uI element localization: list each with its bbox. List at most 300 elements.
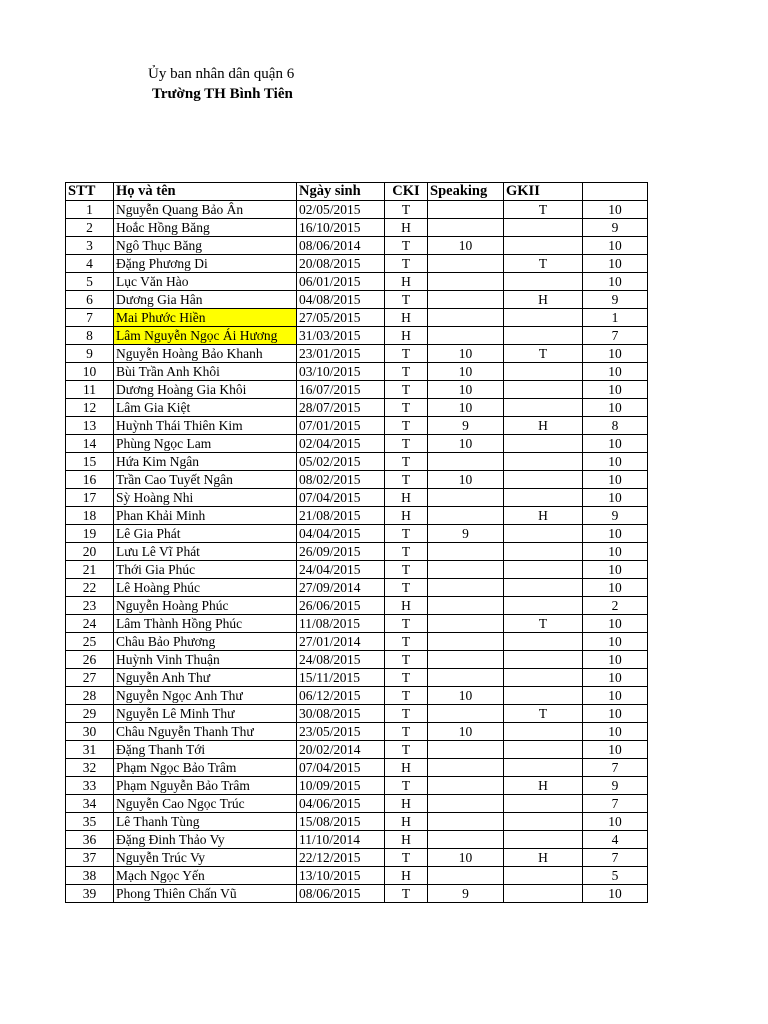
cell-gkii: T [504, 615, 583, 633]
cell-speaking: 10 [428, 345, 504, 363]
cell-cki: T [385, 237, 428, 255]
cell-speaking: 9 [428, 417, 504, 435]
cell-name: Ngô Thục Băng [114, 237, 297, 255]
cell-stt: 36 [66, 831, 114, 849]
cell-stt: 1 [66, 201, 114, 219]
table-row [66, 399, 648, 417]
cell-dob: 20/08/2015 [297, 255, 385, 273]
cell-dob: 30/08/2015 [297, 705, 385, 723]
cell-speaking: 10 [428, 435, 504, 453]
table-row [66, 453, 648, 471]
cell-speaking [428, 579, 504, 597]
cell-cki: H [385, 795, 428, 813]
cell-stt: 12 [66, 399, 114, 417]
cell-dob: 27/09/2014 [297, 579, 385, 597]
cell-dob: 23/01/2015 [297, 345, 385, 363]
cell-cki: T [385, 669, 428, 687]
table-row [66, 831, 648, 849]
cell-stt: 37 [66, 849, 114, 867]
cell-speaking [428, 255, 504, 273]
col-header-speaking: Speaking [428, 183, 504, 201]
cell-cki: T [385, 579, 428, 597]
cell-speaking: 10 [428, 849, 504, 867]
cell-speaking [428, 831, 504, 849]
cell-stt: 24 [66, 615, 114, 633]
cell-score: 8 [583, 417, 648, 435]
cell-cki: H [385, 273, 428, 291]
table-row [66, 615, 648, 633]
cell-speaking: 10 [428, 687, 504, 705]
cell-score: 10 [583, 669, 648, 687]
cell-cki: T [385, 201, 428, 219]
cell-speaking [428, 615, 504, 633]
cell-gkii [504, 885, 583, 903]
cell-stt: 7 [66, 309, 114, 327]
cell-speaking [428, 273, 504, 291]
cell-score: 10 [583, 885, 648, 903]
cell-dob: 27/01/2014 [297, 633, 385, 651]
cell-stt: 18 [66, 507, 114, 525]
cell-speaking [428, 813, 504, 831]
table-row [66, 813, 648, 831]
table-row [66, 291, 648, 309]
cell-gkii [504, 363, 583, 381]
cell-gkii: T [504, 201, 583, 219]
cell-speaking [428, 291, 504, 309]
cell-name: Châu Bảo Phương [114, 633, 297, 651]
cell-dob: 13/10/2015 [297, 867, 385, 885]
cell-name: Mai Phước Hiền [114, 309, 297, 327]
table-row [66, 219, 648, 237]
table-row [66, 633, 648, 651]
cell-dob: 04/04/2015 [297, 525, 385, 543]
cell-stt: 13 [66, 417, 114, 435]
cell-name: Nguyễn Hoàng Phúc [114, 597, 297, 615]
cell-score: 2 [583, 597, 648, 615]
cell-speaking [428, 327, 504, 345]
cell-dob: 08/02/2015 [297, 471, 385, 489]
cell-name: Lưu Lê Vĩ Phát [114, 543, 297, 561]
table-row [66, 201, 648, 219]
cell-dob: 08/06/2015 [297, 885, 385, 903]
cell-name: Nguyễn Lê Minh Thư [114, 705, 297, 723]
cell-stt: 28 [66, 687, 114, 705]
cell-dob: 26/06/2015 [297, 597, 385, 615]
cell-stt: 11 [66, 381, 114, 399]
cell-dob: 26/09/2015 [297, 543, 385, 561]
cell-cki: T [385, 453, 428, 471]
cell-cki: T [385, 615, 428, 633]
cell-dob: 23/05/2015 [297, 723, 385, 741]
cell-speaking [428, 309, 504, 327]
table-row [66, 255, 648, 273]
cell-score: 7 [583, 759, 648, 777]
cell-speaking: 9 [428, 525, 504, 543]
cell-name: Phạm Ngọc Bảo Trâm [114, 759, 297, 777]
cell-gkii [504, 651, 583, 669]
table-row [66, 687, 648, 705]
cell-cki: T [385, 849, 428, 867]
cell-name: Nguyễn Anh Thư [114, 669, 297, 687]
cell-name: Phùng Ngọc Lam [114, 435, 297, 453]
cell-speaking [428, 777, 504, 795]
cell-score: 10 [583, 237, 648, 255]
cell-name: Nguyễn Trúc Vy [114, 849, 297, 867]
cell-gkii [504, 813, 583, 831]
cell-speaking [428, 507, 504, 525]
table-row [66, 507, 648, 525]
cell-cki: T [385, 561, 428, 579]
table-row [66, 669, 648, 687]
cell-name: Đặng Phương Di [114, 255, 297, 273]
cell-score: 10 [583, 345, 648, 363]
col-header-cki: CKI [385, 183, 428, 201]
cell-score: 1 [583, 309, 648, 327]
col-header-dob: Ngày sinh [297, 183, 385, 201]
cell-stt: 9 [66, 345, 114, 363]
cell-stt: 10 [66, 363, 114, 381]
cell-cki: H [385, 327, 428, 345]
cell-cki: T [385, 291, 428, 309]
cell-gkii [504, 561, 583, 579]
cell-score: 9 [583, 291, 648, 309]
cell-speaking [428, 741, 504, 759]
cell-gkii [504, 399, 583, 417]
cell-stt: 8 [66, 327, 114, 345]
cell-cki: H [385, 813, 428, 831]
cell-speaking: 10 [428, 471, 504, 489]
cell-cki: T [385, 381, 428, 399]
cell-name: Huỳnh Thái Thiên Kim [114, 417, 297, 435]
cell-cki: T [385, 471, 428, 489]
cell-dob: 31/03/2015 [297, 327, 385, 345]
cell-dob: 16/07/2015 [297, 381, 385, 399]
cell-score: 10 [583, 723, 648, 741]
cell-cki: T [385, 255, 428, 273]
cell-dob: 20/02/2014 [297, 741, 385, 759]
table-header-row [66, 183, 648, 201]
cell-cki: T [385, 885, 428, 903]
cell-cki: T [385, 651, 428, 669]
cell-gkii [504, 579, 583, 597]
cell-speaking [428, 219, 504, 237]
cell-name: Lê Thanh Tùng [114, 813, 297, 831]
cell-gkii [504, 309, 583, 327]
cell-cki: T [385, 687, 428, 705]
cell-name: Trần Cao Tuyết Ngân [114, 471, 297, 489]
cell-dob: 08/06/2014 [297, 237, 385, 255]
cell-gkii [504, 723, 583, 741]
cell-name: Dương Hoàng Gia Khôi [114, 381, 297, 399]
cell-speaking [428, 651, 504, 669]
cell-cki: T [385, 435, 428, 453]
cell-name: Châu Nguyễn Thanh Thư [114, 723, 297, 741]
cell-score: 9 [583, 777, 648, 795]
cell-stt: 15 [66, 453, 114, 471]
table-row [66, 651, 648, 669]
cell-score: 10 [583, 633, 648, 651]
cell-score: 10 [583, 813, 648, 831]
cell-score: 10 [583, 489, 648, 507]
table-row [66, 777, 648, 795]
cell-score: 9 [583, 219, 648, 237]
cell-gkii: T [504, 255, 583, 273]
cell-stt: 23 [66, 597, 114, 615]
cell-cki: T [385, 723, 428, 741]
cell-gkii [504, 237, 583, 255]
table-row [66, 543, 648, 561]
cell-score: 10 [583, 651, 648, 669]
cell-score: 7 [583, 849, 648, 867]
table-row [66, 309, 648, 327]
cell-cki: H [385, 507, 428, 525]
cell-name: Huỳnh Vinh Thuận [114, 651, 297, 669]
cell-stt: 17 [66, 489, 114, 507]
cell-speaking: 10 [428, 237, 504, 255]
cell-gkii: T [504, 345, 583, 363]
cell-speaking [428, 669, 504, 687]
cell-gkii [504, 471, 583, 489]
cell-stt: 14 [66, 435, 114, 453]
cell-score: 7 [583, 327, 648, 345]
cell-speaking [428, 453, 504, 471]
col-header-gkii: GKII [504, 183, 583, 201]
cell-stt: 4 [66, 255, 114, 273]
cell-score: 10 [583, 741, 648, 759]
cell-name: Lục Văn Hào [114, 273, 297, 291]
cell-cki: H [385, 219, 428, 237]
table-row [66, 381, 648, 399]
cell-stt: 27 [66, 669, 114, 687]
table-row [66, 417, 648, 435]
cell-score: 10 [583, 543, 648, 561]
student-table [65, 182, 648, 903]
header-school: Trường TH Bình Tiên [152, 86, 293, 102]
table-row [66, 723, 648, 741]
cell-dob: 06/01/2015 [297, 273, 385, 291]
cell-name: Hoắc Hồng Băng [114, 219, 297, 237]
cell-score: 10 [583, 687, 648, 705]
table-row [66, 237, 648, 255]
cell-score: 10 [583, 255, 648, 273]
cell-speaking: 10 [428, 723, 504, 741]
cell-gkii [504, 489, 583, 507]
cell-dob: 07/04/2015 [297, 759, 385, 777]
cell-name: Lâm Nguyễn Ngọc Ái Hương [114, 327, 297, 345]
col-header-name: Họ và tên [114, 183, 297, 201]
cell-speaking: 10 [428, 381, 504, 399]
cell-dob: 27/05/2015 [297, 309, 385, 327]
cell-score: 10 [583, 471, 648, 489]
cell-speaking [428, 705, 504, 723]
cell-speaking [428, 201, 504, 219]
cell-cki: H [385, 867, 428, 885]
cell-name: Thới Gia Phúc [114, 561, 297, 579]
cell-stt: 19 [66, 525, 114, 543]
cell-stt: 29 [66, 705, 114, 723]
cell-gkii: H [504, 849, 583, 867]
cell-gkii [504, 381, 583, 399]
cell-cki: T [385, 633, 428, 651]
cell-stt: 34 [66, 795, 114, 813]
cell-dob: 02/05/2015 [297, 201, 385, 219]
cell-stt: 30 [66, 723, 114, 741]
cell-name: Nguyễn Ngọc Anh Thư [114, 687, 297, 705]
cell-gkii: H [504, 777, 583, 795]
cell-name: Nguyễn Cao Ngọc Trúc [114, 795, 297, 813]
cell-gkii [504, 453, 583, 471]
cell-name: Nguyễn Hoàng Bảo Khanh [114, 345, 297, 363]
cell-name: Đặng Đinh Thảo Vy [114, 831, 297, 849]
col-header-score [583, 183, 648, 201]
table-row [66, 525, 648, 543]
cell-stt: 26 [66, 651, 114, 669]
cell-stt: 38 [66, 867, 114, 885]
cell-gkii [504, 759, 583, 777]
table-row [66, 849, 648, 867]
cell-dob: 03/10/2015 [297, 363, 385, 381]
cell-speaking: 9 [428, 885, 504, 903]
cell-speaking [428, 759, 504, 777]
cell-dob: 24/08/2015 [297, 651, 385, 669]
table-row [66, 741, 648, 759]
cell-dob: 15/11/2015 [297, 669, 385, 687]
cell-dob: 15/08/2015 [297, 813, 385, 831]
table-row [66, 561, 648, 579]
cell-dob: 04/06/2015 [297, 795, 385, 813]
col-header-stt: STT [66, 183, 114, 201]
cell-name: Lê Gia Phát [114, 525, 297, 543]
cell-cki: H [385, 309, 428, 327]
cell-cki: T [385, 777, 428, 795]
cell-dob: 07/04/2015 [297, 489, 385, 507]
cell-speaking: 10 [428, 399, 504, 417]
cell-speaking [428, 633, 504, 651]
cell-score: 10 [583, 561, 648, 579]
cell-name: Bùi Trần Anh Khôi [114, 363, 297, 381]
cell-cki: H [385, 597, 428, 615]
cell-gkii: H [504, 507, 583, 525]
cell-gkii [504, 219, 583, 237]
cell-gkii [504, 831, 583, 849]
cell-cki: H [385, 489, 428, 507]
cell-speaking [428, 867, 504, 885]
cell-speaking [428, 489, 504, 507]
cell-gkii: T [504, 705, 583, 723]
cell-gkii: H [504, 291, 583, 309]
cell-dob: 11/08/2015 [297, 615, 385, 633]
table-row [66, 435, 648, 453]
cell-score: 10 [583, 273, 648, 291]
cell-stt: 31 [66, 741, 114, 759]
cell-speaking: 10 [428, 363, 504, 381]
table-row [66, 327, 648, 345]
cell-score: 7 [583, 795, 648, 813]
cell-gkii [504, 543, 583, 561]
cell-score: 10 [583, 615, 648, 633]
header-district: Ủy ban nhân dân quận 6 [148, 66, 295, 82]
cell-stt: 33 [66, 777, 114, 795]
cell-name: Phan Khải Minh [114, 507, 297, 525]
cell-name: Sỳ Hoàng Nhi [114, 489, 297, 507]
cell-score: 4 [583, 831, 648, 849]
table-row [66, 273, 648, 291]
cell-cki: T [385, 417, 428, 435]
cell-cki: H [385, 759, 428, 777]
table-row [66, 363, 648, 381]
table-row [66, 489, 648, 507]
cell-cki: T [385, 345, 428, 363]
table-row [66, 867, 648, 885]
cell-cki: T [385, 399, 428, 417]
cell-name: Lâm Thành Hồng Phúc [114, 615, 297, 633]
cell-dob: 10/09/2015 [297, 777, 385, 795]
cell-gkii [504, 525, 583, 543]
cell-stt: 35 [66, 813, 114, 831]
cell-score: 10 [583, 453, 648, 471]
cell-name: Lê Hoàng Phúc [114, 579, 297, 597]
cell-name: Phạm Nguyễn Bảo Trâm [114, 777, 297, 795]
cell-speaking [428, 543, 504, 561]
cell-cki: H [385, 831, 428, 849]
cell-gkii [504, 633, 583, 651]
cell-dob: 22/12/2015 [297, 849, 385, 867]
table-row [66, 345, 648, 363]
cell-stt: 2 [66, 219, 114, 237]
cell-dob: 24/04/2015 [297, 561, 385, 579]
cell-score: 10 [583, 435, 648, 453]
table-row [66, 597, 648, 615]
cell-score: 10 [583, 705, 648, 723]
cell-gkii [504, 669, 583, 687]
cell-gkii [504, 795, 583, 813]
cell-cki: T [385, 363, 428, 381]
cell-score: 5 [583, 867, 648, 885]
table-row [66, 885, 648, 903]
cell-stt: 3 [66, 237, 114, 255]
cell-score: 10 [583, 363, 648, 381]
cell-gkii: H [504, 417, 583, 435]
table-row [66, 579, 648, 597]
table-row [66, 471, 648, 489]
cell-name: Đặng Thanh Tới [114, 741, 297, 759]
cell-name: Lâm Gia Kiệt [114, 399, 297, 417]
table-row [66, 705, 648, 723]
cell-score: 9 [583, 507, 648, 525]
cell-cki: T [385, 705, 428, 723]
cell-score: 10 [583, 579, 648, 597]
cell-gkii [504, 435, 583, 453]
cell-speaking [428, 561, 504, 579]
cell-name: Hứa Kim Ngân [114, 453, 297, 471]
cell-stt: 39 [66, 885, 114, 903]
cell-cki: T [385, 543, 428, 561]
cell-stt: 5 [66, 273, 114, 291]
cell-gkii [504, 273, 583, 291]
cell-name: Phong Thiên Chấn Vũ [114, 885, 297, 903]
cell-gkii [504, 597, 583, 615]
cell-dob: 06/12/2015 [297, 687, 385, 705]
cell-stt: 20 [66, 543, 114, 561]
cell-gkii [504, 867, 583, 885]
cell-dob: 11/10/2014 [297, 831, 385, 849]
cell-dob: 21/08/2015 [297, 507, 385, 525]
cell-stt: 25 [66, 633, 114, 651]
cell-stt: 6 [66, 291, 114, 309]
cell-score: 10 [583, 399, 648, 417]
cell-cki: T [385, 525, 428, 543]
cell-dob: 16/10/2015 [297, 219, 385, 237]
